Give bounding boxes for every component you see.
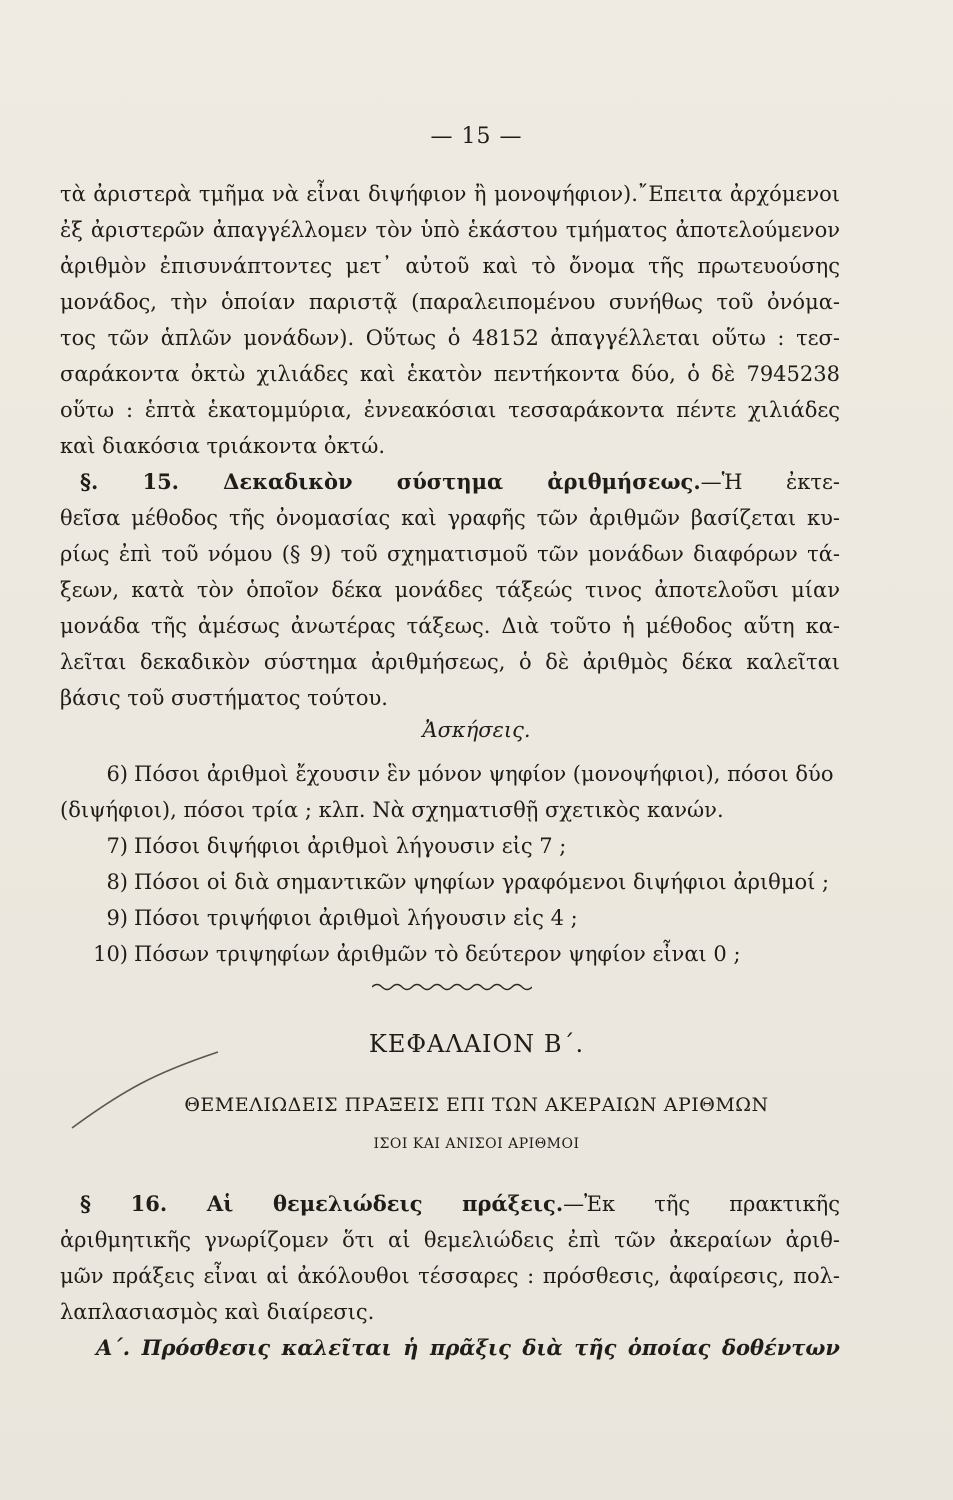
exercise-number: 10) (93, 942, 128, 966)
exercise-text: Πόσοι τριψήφιοι ἀριθμοὶ λήγουσιν εἰς 4 ; (134, 906, 578, 930)
exercise-number: 9) (106, 906, 128, 930)
exercise-text: Πόσοι οἱ διὰ σημαντικῶν ψηφίων γραφόμενοι διψήφιοι ἀριθμοί ; (134, 870, 830, 894)
wavy-ornament-divider (372, 980, 532, 994)
exercise-text: Πόσοι διψήφιοι ἀριθμοὶ λήγουσιν εἰς 7 ; (134, 834, 567, 858)
text-line: ρίως ἐπὶ τοῦ νόμου (§ 9) τοῦ σχηματισμοῦ τῶν μονάδων διαφόρων τά- (60, 542, 840, 566)
text-line: ἐξ ἀριστερῶν ἀπαγγέλλομεν τὸν ὑπὸ ἑκάστου τμήματος ἀποτελούμενον (60, 218, 840, 242)
exercise-number: 6) (106, 762, 128, 786)
section-16-line-start: —Ἐκ τῆς πρακτικῆς (563, 1192, 840, 1216)
exercise-text: (διψήφιοι), πόσοι τρία ; κλπ. Νὰ σχηματισθῇ σχετικὸς κανών. (60, 798, 724, 822)
text-line: μῶν πράξεις εἶναι αἱ ἀκόλουθοι τέσσαρες : πρόσθεσις, ἀφαίρεσις, πολ- (60, 1264, 840, 1288)
text-line: ἀριθμητικῆς γνωρίζομεν ὅτι αἱ θεμελιώδεις ἐπὶ τῶν ἀκεραίων ἀριθ- (60, 1228, 840, 1252)
section-15-heading: §. 15. Δεκαδικὸν σύστημα ἀριθμήσεως. (80, 469, 701, 494)
exercise-text: Πόσοι ἀριθμοὶ ἔχουσιν ἓν μόνον ψηφίον (μονοψήφιοι), πόσοι δύο (134, 762, 834, 786)
text-line: σαράκοντα ὀκτὼ χιλιάδες καὶ ἑκατὸν πεντήκοντα δύο, ὁ δὲ 7945238 (60, 362, 840, 386)
section-16-first-line (80, 1186, 840, 1222)
exercise-item-continuation (60, 792, 840, 828)
exercise-text: Πόσων τριψηφίων ἀριθμῶν τὸ δεύτερον ψηφίον εἶναι 0 ; (134, 942, 741, 966)
exercise-item (60, 756, 840, 792)
text-line: λεῖται δεκαδικὸν σύστημα ἀριθμήσεως, ὁ δὲ ἀριθμὸς δέκα καλεῖται (60, 650, 840, 674)
chapter-title: ΚΕΦΑΛΑΙΟΝ Β΄. (368, 1030, 585, 1058)
exercise-item (60, 900, 840, 936)
exercises-heading: Ἀσκήσεις. (422, 718, 531, 742)
definition-line: Α΄. Πρόσθεσις καλεῖται ἡ πρᾶξις διὰ τῆς ὁποίας δοθέντων (96, 1335, 840, 1360)
exercise-number: 7) (106, 834, 128, 858)
text-line: οὕτω : ἑπτὰ ἑκατομμύρια, ἐννεακόσιαι τεσσαράκοντα πέντε χιλιάδες (60, 398, 840, 422)
text-line: τὰ ἀριστερὰ τμῆμα νὰ εἶναι διψήφιον ἢ μονοψήφιον).῎Επειτα ἀρχόμενοι (60, 182, 840, 206)
text-line: τος τῶν ἁπλῶν μονάδων). Οὕτως ὁ 48152 ἀπαγγέλλεται οὕτω : τεσ- (60, 326, 840, 350)
section-15-first-line (80, 464, 840, 500)
text-line: ξεων, κατὰ τὸν ὁποῖον δέκα μονάδες τάξεώς τινος ἀποτελοῦσι μίαν (60, 578, 840, 602)
chapter-subtitle-2: ΙΣΟΙ ΚΑΙ ΑΝΙΣΟΙ ΑΡΙΘΜΟΙ (373, 1136, 580, 1152)
text-line: καὶ διακόσια τριάκοντα ὀκτώ. (60, 434, 386, 458)
text-line: ἀριθμὸν ἐπισυνάπτοντες μετ᾽ αὐτοῦ καὶ τὸ ὄνομα τῆς πρωτευούσης (60, 254, 840, 278)
handwritten-stroke-mark (70, 1050, 220, 1130)
text-line: μονάδος, τὴν ὁποίαν παριστᾷ (παραλειπομένου συνήθως τοῦ ὀνόμα- (60, 290, 840, 314)
page-number: — 15 — (430, 124, 523, 149)
chapter-subtitle: ΘΕΜΕΛΙΩΔΕΙΣ ΠΡΑΞΕΙΣ ΕΠΙ ΤΩΝ ΑΚΕΡΑΙΩΝ ΑΡΙΘΜΩΝ (184, 1094, 769, 1116)
text-line: βάσις τοῦ συστήματος τούτου. (60, 686, 388, 710)
exercise-item (60, 936, 840, 972)
exercise-item (60, 864, 840, 900)
section-16-heading: § 16. Αἱ θεμελιώδεις πράξεις. (80, 1191, 564, 1216)
text-line: θεῖσα μέθοδος τῆς ὀνομασίας καὶ γραφῆς τῶν ἀριθμῶν βασίζεται κυ- (60, 506, 840, 530)
exercise-number: 8) (106, 870, 128, 894)
text-line: μονάδα τῆς ἀμέσως ἀνωτέρας τάξεως. Διὰ τοῦτο ἡ μέθοδος αὕτη κα- (60, 614, 840, 638)
text-line: λαπλασιασμὸς καὶ διαίρεσις. (60, 1300, 375, 1324)
exercise-item (60, 828, 840, 864)
section-15-line-start: —Ἡ ἐκτε- (700, 470, 841, 494)
